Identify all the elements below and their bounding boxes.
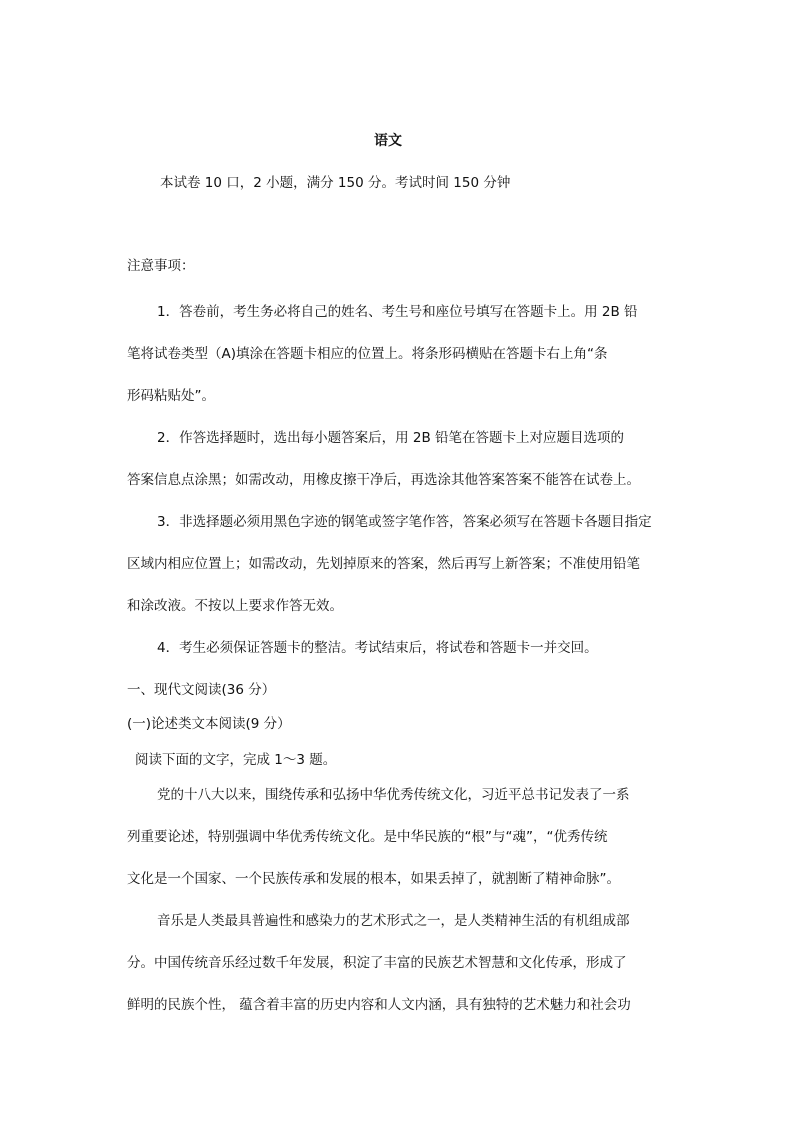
passage-line: 文化是一个国家、一个民族传承和发展的根本，如果丢掉了，就割断了精神命脉”。 [127, 871, 620, 887]
passage-line: 党的十八大以来，围绕传承和弘扬中华优秀传统文化，习近平总书记发表了一系 [157, 787, 630, 803]
notice-line: 笔将试卷类型（A)填涂在答题卡相应的位置上。将条形码横贴在答题卡右上角“条 [127, 346, 608, 362]
notice-line: 4．考生必须保证答题卡的整洁。考试结束后，将试卷和答题卡一并交回。 [157, 640, 598, 656]
notice-line: 1．答卷前，考生务必将自己的姓名、考生号和座位号填写在答题卡上。用 2B 铅 [157, 304, 638, 320]
notice-line: 3．非选择题必须用黑色字迹的钢笔或签字笔作答，答案必须写在答题卡各题目指定 [157, 514, 652, 530]
notice-line: 形码粘贴处”。 [127, 388, 215, 404]
reading-instruction: 阅读下面的文字，完成 1～3 题。 [135, 752, 337, 768]
exam-info: 本试卷 10 口，2 小题，满分 150 分。考试时间 150 分钟 [160, 175, 511, 191]
page-title: 语文 [374, 133, 402, 149]
notice-line: 2．作答选择题时，选出每小题答案后，用 2B 铅笔在答题卡上对应题目选项的 [157, 430, 625, 446]
notice-heading: 注意事项： [127, 258, 195, 274]
subsection-heading: (一)论述类文本阅读(9 分） [127, 716, 291, 732]
passage-line: 音乐是人类最具普遍性和感染力的艺术形式之一，是人类精神生活的有机组成部 [157, 913, 630, 929]
passage-line: 鲜明的民族个性， 蕴含着丰富的历史内容和人文内涵，具有独特的艺术魅力和社会功 [127, 997, 631, 1013]
section-heading: 一、现代文阅读(36 分） [127, 682, 276, 698]
notice-line: 答案信息点涂黑；如需改动，用橡皮擦干净后，再选涂其他答案答案不能答在试卷上。 [127, 472, 640, 488]
notice-line: 和涂改液。不按以上要求作答无效。 [127, 598, 343, 614]
passage-line: 列重要论述，特别强调中华优秀传统文化。是中华民族的“根”与“魂”，“优秀传统 [127, 829, 608, 845]
passage-line: 分。中国传统音乐经过数千年发展，积淀了丰富的民族艺术智慧和文化传承，形成了 [127, 955, 627, 971]
notice-line: 区域内相应位置上；如需改动，先划掉原来的答案，然后再写上新答案；不准使用铅笔 [127, 556, 640, 572]
